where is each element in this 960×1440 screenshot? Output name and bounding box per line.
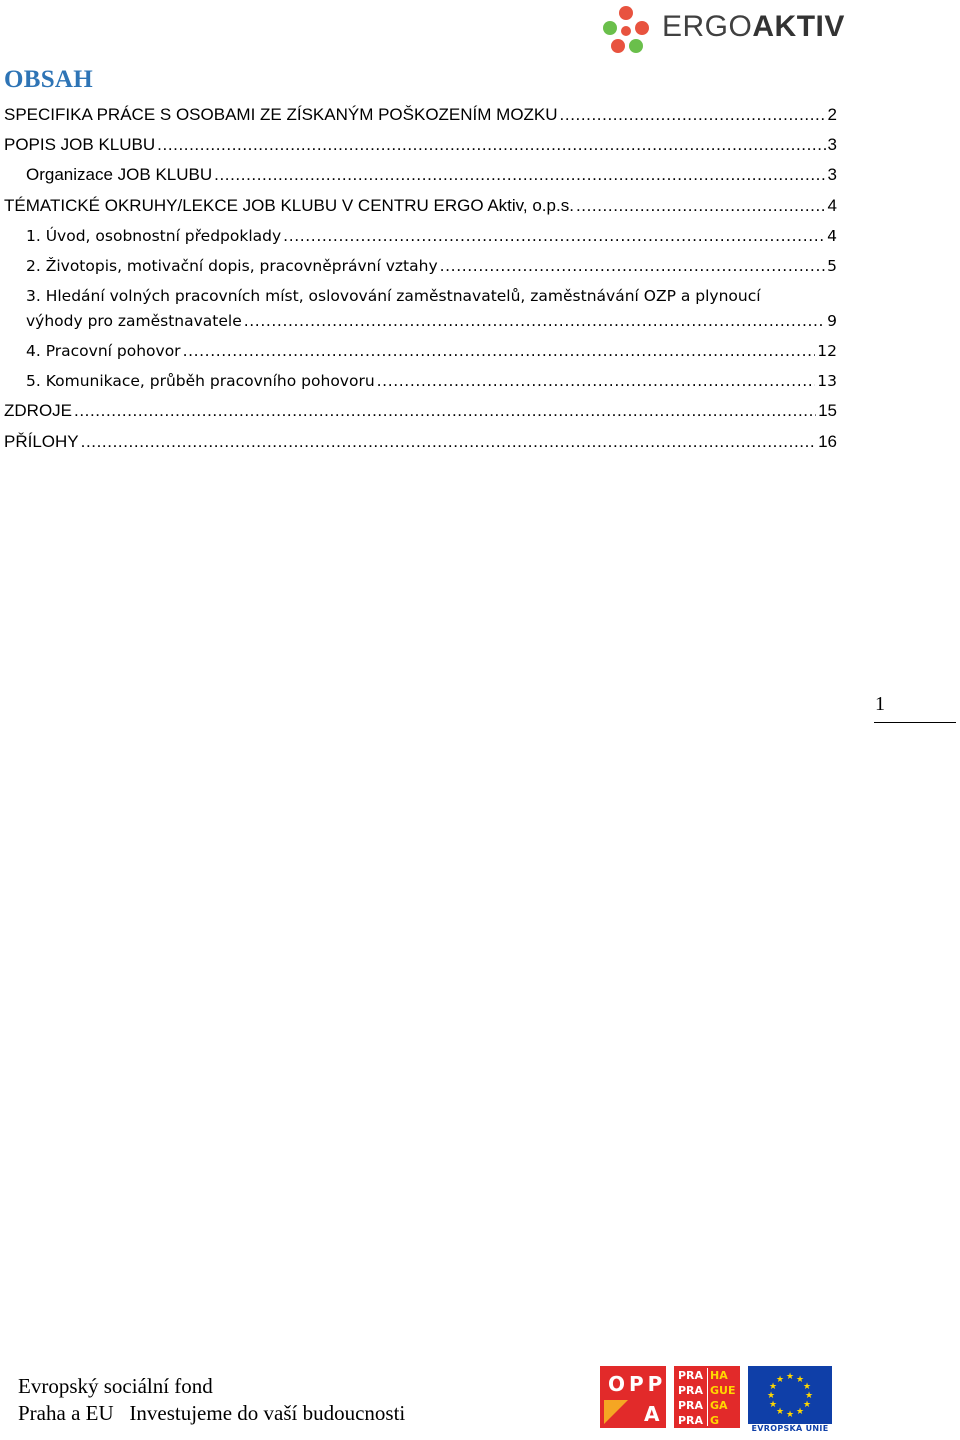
toc-leader [81,431,816,453]
toc-entry-text: 5. Komunikace, průběh pracovního pohovoru [26,372,375,390]
toc-leader [377,370,816,392]
toc-entry[interactable] [26,370,837,392]
toc-entry-page: 3 [827,165,837,184]
toc-entry-text: PŘÍLOHY [4,432,79,451]
toc-entry-text: 1. Úvod, osobnostní předpoklady [26,227,282,245]
toc-entry-page: 13 [817,372,837,390]
eu-flag-icon [748,1366,832,1424]
toc-leader [214,164,825,186]
toc-entry-page: 4 [827,196,837,215]
toc-entry-page: 9 [827,312,837,330]
praha-logo: PRA PRA PRA PRA HA GUE GA G [674,1366,740,1428]
svg-text:★: ★ [795,1375,805,1385]
ergoaktiv-cross-icon [598,4,654,60]
ergoaktiv-logo [598,4,845,60]
svg-text:★: ★ [802,1382,812,1392]
toc-entry-page: 3 [827,135,837,154]
toc-entry-page: 16 [818,432,837,451]
footer-logos [600,1366,834,1436]
toc-entry-text: 2. Životopis, motivační dopis, pracovněprávní vztahy [26,257,438,275]
oppa-logo: OPP A [600,1366,666,1428]
toc-entry[interactable] [4,195,837,217]
svg-text:★: ★ [766,1391,776,1401]
toc-entry-page: 4 [827,227,837,245]
svg-text:★: ★ [775,1407,785,1417]
toc-entry-page: 12 [817,342,837,360]
page-number-rule [874,722,956,723]
toc-entry-text: POPIS JOB KLUBU [4,135,156,154]
toc-entry[interactable] [4,400,837,422]
toc-entry[interactable] [26,225,837,247]
toc-leader [244,310,825,332]
toc-entry-text: 4. Pracovní pohovor [26,342,181,360]
toc-entry-text: TÉMATICKÉ OKRUHY/LEKCE JOB KLUBU V CENTRU ERGO Aktiv, o.p.s. [4,196,574,215]
toc-leader [183,340,816,362]
svg-text:★: ★ [804,1391,814,1401]
toc-leader [74,400,816,422]
toc-entry[interactable] [26,340,837,362]
toc-entry[interactable] [26,310,837,332]
svg-text:★: ★ [785,1410,795,1420]
toc-entry-text: výhody pro zaměstnavatele [26,312,242,330]
toc-leader [440,255,826,277]
toc-leader [157,134,825,156]
toc-entry[interactable] [26,255,837,277]
toc-entry[interactable] [4,134,837,156]
toc-entry-text-line1[interactable]: 3. Hledání volných pracovních míst, oslovování zaměstnavatelů, zaměstnávání OZP a plynoucí [26,287,761,305]
toc-entry[interactable] [4,431,837,453]
toc-entry-text: ZDROJE [4,401,72,420]
svg-text:★: ★ [802,1400,812,1410]
svg-text:★: ★ [795,1407,805,1417]
toc-leader [560,104,826,126]
logo-wordmark: ERGOAKTIV [662,10,845,43]
page-number: 1 [875,693,885,715]
toc-entry-text: SPECIFIKA PRÁCE S OSOBAMI ZE ZÍSKANÝM POŠKOZENÍM MOZKU [4,105,558,124]
toc-entry[interactable] [26,164,837,186]
oppa-triangle-icon [604,1400,628,1424]
toc-title: OBSAH [4,66,94,93]
toc-entry-text: Organizace JOB KLUBU [26,165,213,184]
svg-text:★: ★ [768,1382,778,1392]
svg-text:★: ★ [775,1375,785,1385]
toc-entry-page: 15 [818,401,837,420]
footer-line-2: Praha a EU Investujeme do vaší budoucnosti [18,1401,406,1425]
svg-text:★: ★ [785,1372,795,1382]
toc-entry-page: 5 [827,257,837,275]
toc-leader [576,195,826,217]
svg-text:★: ★ [768,1400,778,1410]
eu-label: EVROPSKÁ UNIE [751,1424,829,1433]
toc-entry[interactable] [4,104,837,126]
toc-leader [283,225,825,247]
footer-line-1: Evropský sociální fond [18,1374,213,1398]
toc-entry-page: 2 [827,105,837,124]
